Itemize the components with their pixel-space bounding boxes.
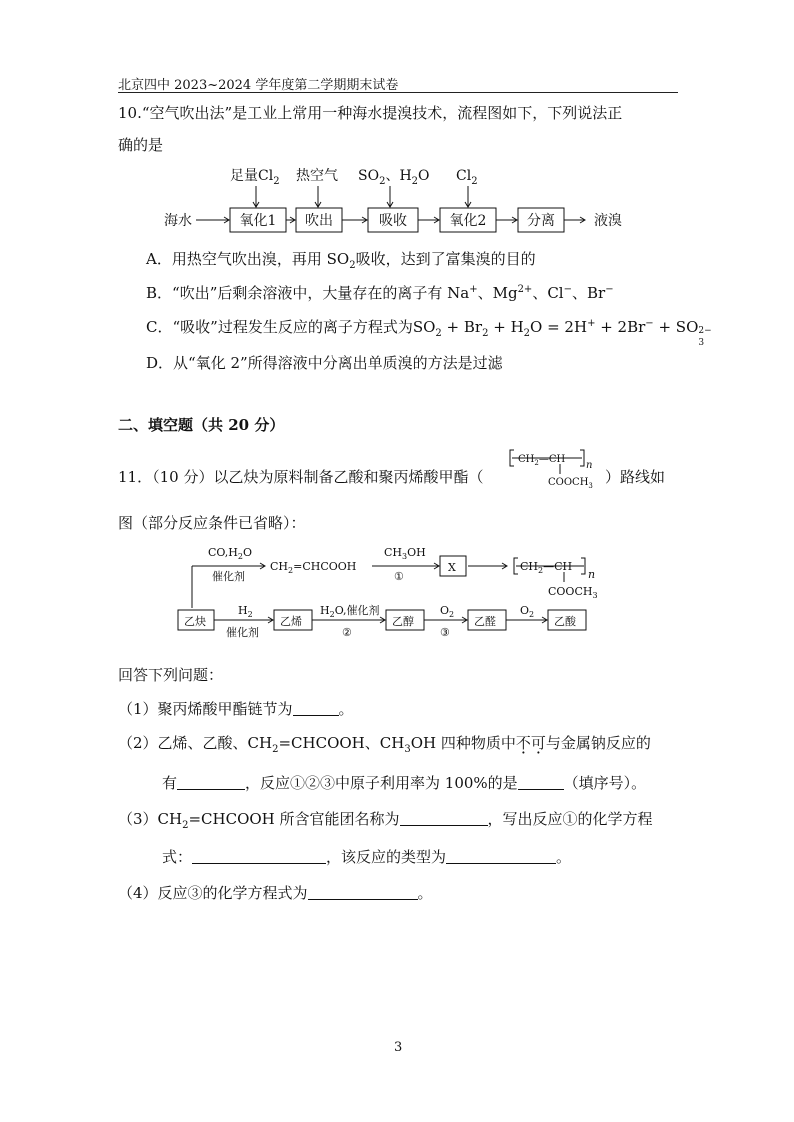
- q11-part3-line1: $(3)CH_2=CHCOOH$ 所含官能团名称为 ，写出反应①的化学方程: [118, 810, 653, 831]
- svg-text:n: n: [588, 568, 596, 581]
- svg-text:催化剂: 催化剂: [212, 570, 245, 583]
- q11-part2-line1: （2）乙烯、乙酸、$CH_2=CHCOOH$、$CH_3OH$ 四种物质中不可与金属钠反应的: [118, 734, 651, 755]
- reagent-so2-h2o: $SO_2$、$H_2O$: [358, 168, 430, 187]
- svg-text:CH2—CH: $CH_2—CH$: [518, 454, 566, 467]
- q11-part3-line2: 式： ，该反应的类型为 。: [162, 848, 572, 866]
- svg-text:②: ②: [342, 626, 352, 639]
- flow-output: 液溴: [594, 213, 622, 229]
- section-title: 二、填空题（共 20 分）: [118, 416, 285, 434]
- reagent-cl2-excess: 足量$Cl_2$: [230, 168, 280, 187]
- blank-3b[interactable]: [192, 849, 326, 864]
- svg-text:③: ③: [440, 626, 450, 639]
- step-label-5: 分离: [527, 213, 555, 229]
- polymer-structure: [500, 444, 596, 492]
- q11-stem-line2: 图（部分反应条件已省略）：: [118, 514, 306, 532]
- svg-text:O2: $O_2$: [440, 604, 455, 619]
- step-label-4: 氧化2: [449, 213, 487, 229]
- q10-option-c: C．“吸收”过程发生反应的离子方程式为$SO_2 + Br_2 + H_2O = 2H^+ + 2Br^-$ + SO 3 2−: [146, 318, 712, 348]
- step-label-1: 氧化1: [239, 213, 277, 229]
- reagent-hot-air: 热空气: [296, 168, 338, 184]
- svg-text:H2: $H_2$: [238, 604, 253, 619]
- q10-stem-line1: 10.“空气吹出法”是工业上常用一种海水提溴技术，流程图如下，下列说法正: [118, 104, 623, 122]
- svg-text:CH3OH: $CH_3OH$: [384, 546, 426, 561]
- step-label-3: 吸收: [379, 213, 407, 229]
- blank-1[interactable]: [293, 701, 339, 716]
- q10-option-d: D．从“氧化 2”所得溶液中分离出单质溴的方法是过滤: [146, 354, 503, 372]
- blank-4[interactable]: [308, 885, 418, 900]
- svg-text:CH2=CHCOOH: $CH_2=CHCOOH$: [270, 560, 357, 575]
- blank-3c[interactable]: [446, 849, 556, 864]
- svg-text:n: n: [586, 460, 593, 471]
- svg-text:COOCH3: $COOCH_3$: [548, 477, 593, 490]
- svg-text:乙醛: 乙醛: [474, 615, 496, 628]
- page-number: 3: [394, 1040, 403, 1055]
- step-label-2: 吹出: [305, 213, 333, 229]
- svg-text:乙烯: 乙烯: [280, 615, 302, 628]
- q10-option-b: B．“吹出”后剩余溶液中，大量存在的离子有 Na+、$Mg^{2+}$、Cl−、Br−: [146, 284, 614, 302]
- bromine-flowchart: [118, 160, 678, 240]
- blank-3a[interactable]: [400, 811, 488, 826]
- svg-text:乙炔: 乙炔: [184, 615, 206, 628]
- svg-text:催化剂: 催化剂: [226, 626, 259, 639]
- answer-prompt: 回答下列问题：: [118, 666, 224, 684]
- blank-2a[interactable]: [177, 775, 245, 790]
- svg-text:X: X: [448, 561, 456, 574]
- svg-text:乙醇: 乙醇: [392, 615, 414, 628]
- flow-input: 海水: [164, 213, 192, 229]
- svg-text:O2: $O_2$: [520, 604, 535, 619]
- q10-option-a: A．用热空气吹出溴，再用 $SO_2$吸收，达到了富集溴的目的: [146, 250, 536, 271]
- q11-part1: （1）聚丙烯酸甲酯链节为 。: [118, 700, 354, 718]
- svg-text:H2O,催化剂: $H_2O$,催化剂: [320, 604, 380, 619]
- synthesis-route: [176, 540, 616, 640]
- q11-part4: （4）反应③的化学方程式为 。: [118, 884, 433, 902]
- svg-text:CO,H2O: $CO,H_2O$: [208, 546, 253, 561]
- svg-text:COOCH3: $COOCH_3$: [548, 585, 598, 600]
- q11-stem-line1a: 11．（10 分）以乙炔为原料制备乙酸和聚丙烯酸甲酯（: [118, 468, 484, 486]
- reagent-cl2: $Cl_2$: [456, 168, 478, 187]
- q11-stem-line1b: ）路线如: [605, 468, 666, 486]
- q11-part2-line2: 有 ，反应①②③中原子利用率为 100%的是 （填序号）。: [162, 774, 647, 792]
- exam-header: 北京四中 2023~2024 学年度第二学期期末试卷: [118, 78, 399, 93]
- blank-2b[interactable]: [518, 775, 564, 790]
- svg-text:乙酸: 乙酸: [554, 615, 576, 628]
- svg-text:CH2—CH: $CH_2—CH$: [520, 560, 573, 575]
- q10-stem-line2: 确的是: [118, 136, 164, 154]
- svg-text:①: ①: [394, 570, 404, 583]
- header-rule: [118, 92, 678, 93]
